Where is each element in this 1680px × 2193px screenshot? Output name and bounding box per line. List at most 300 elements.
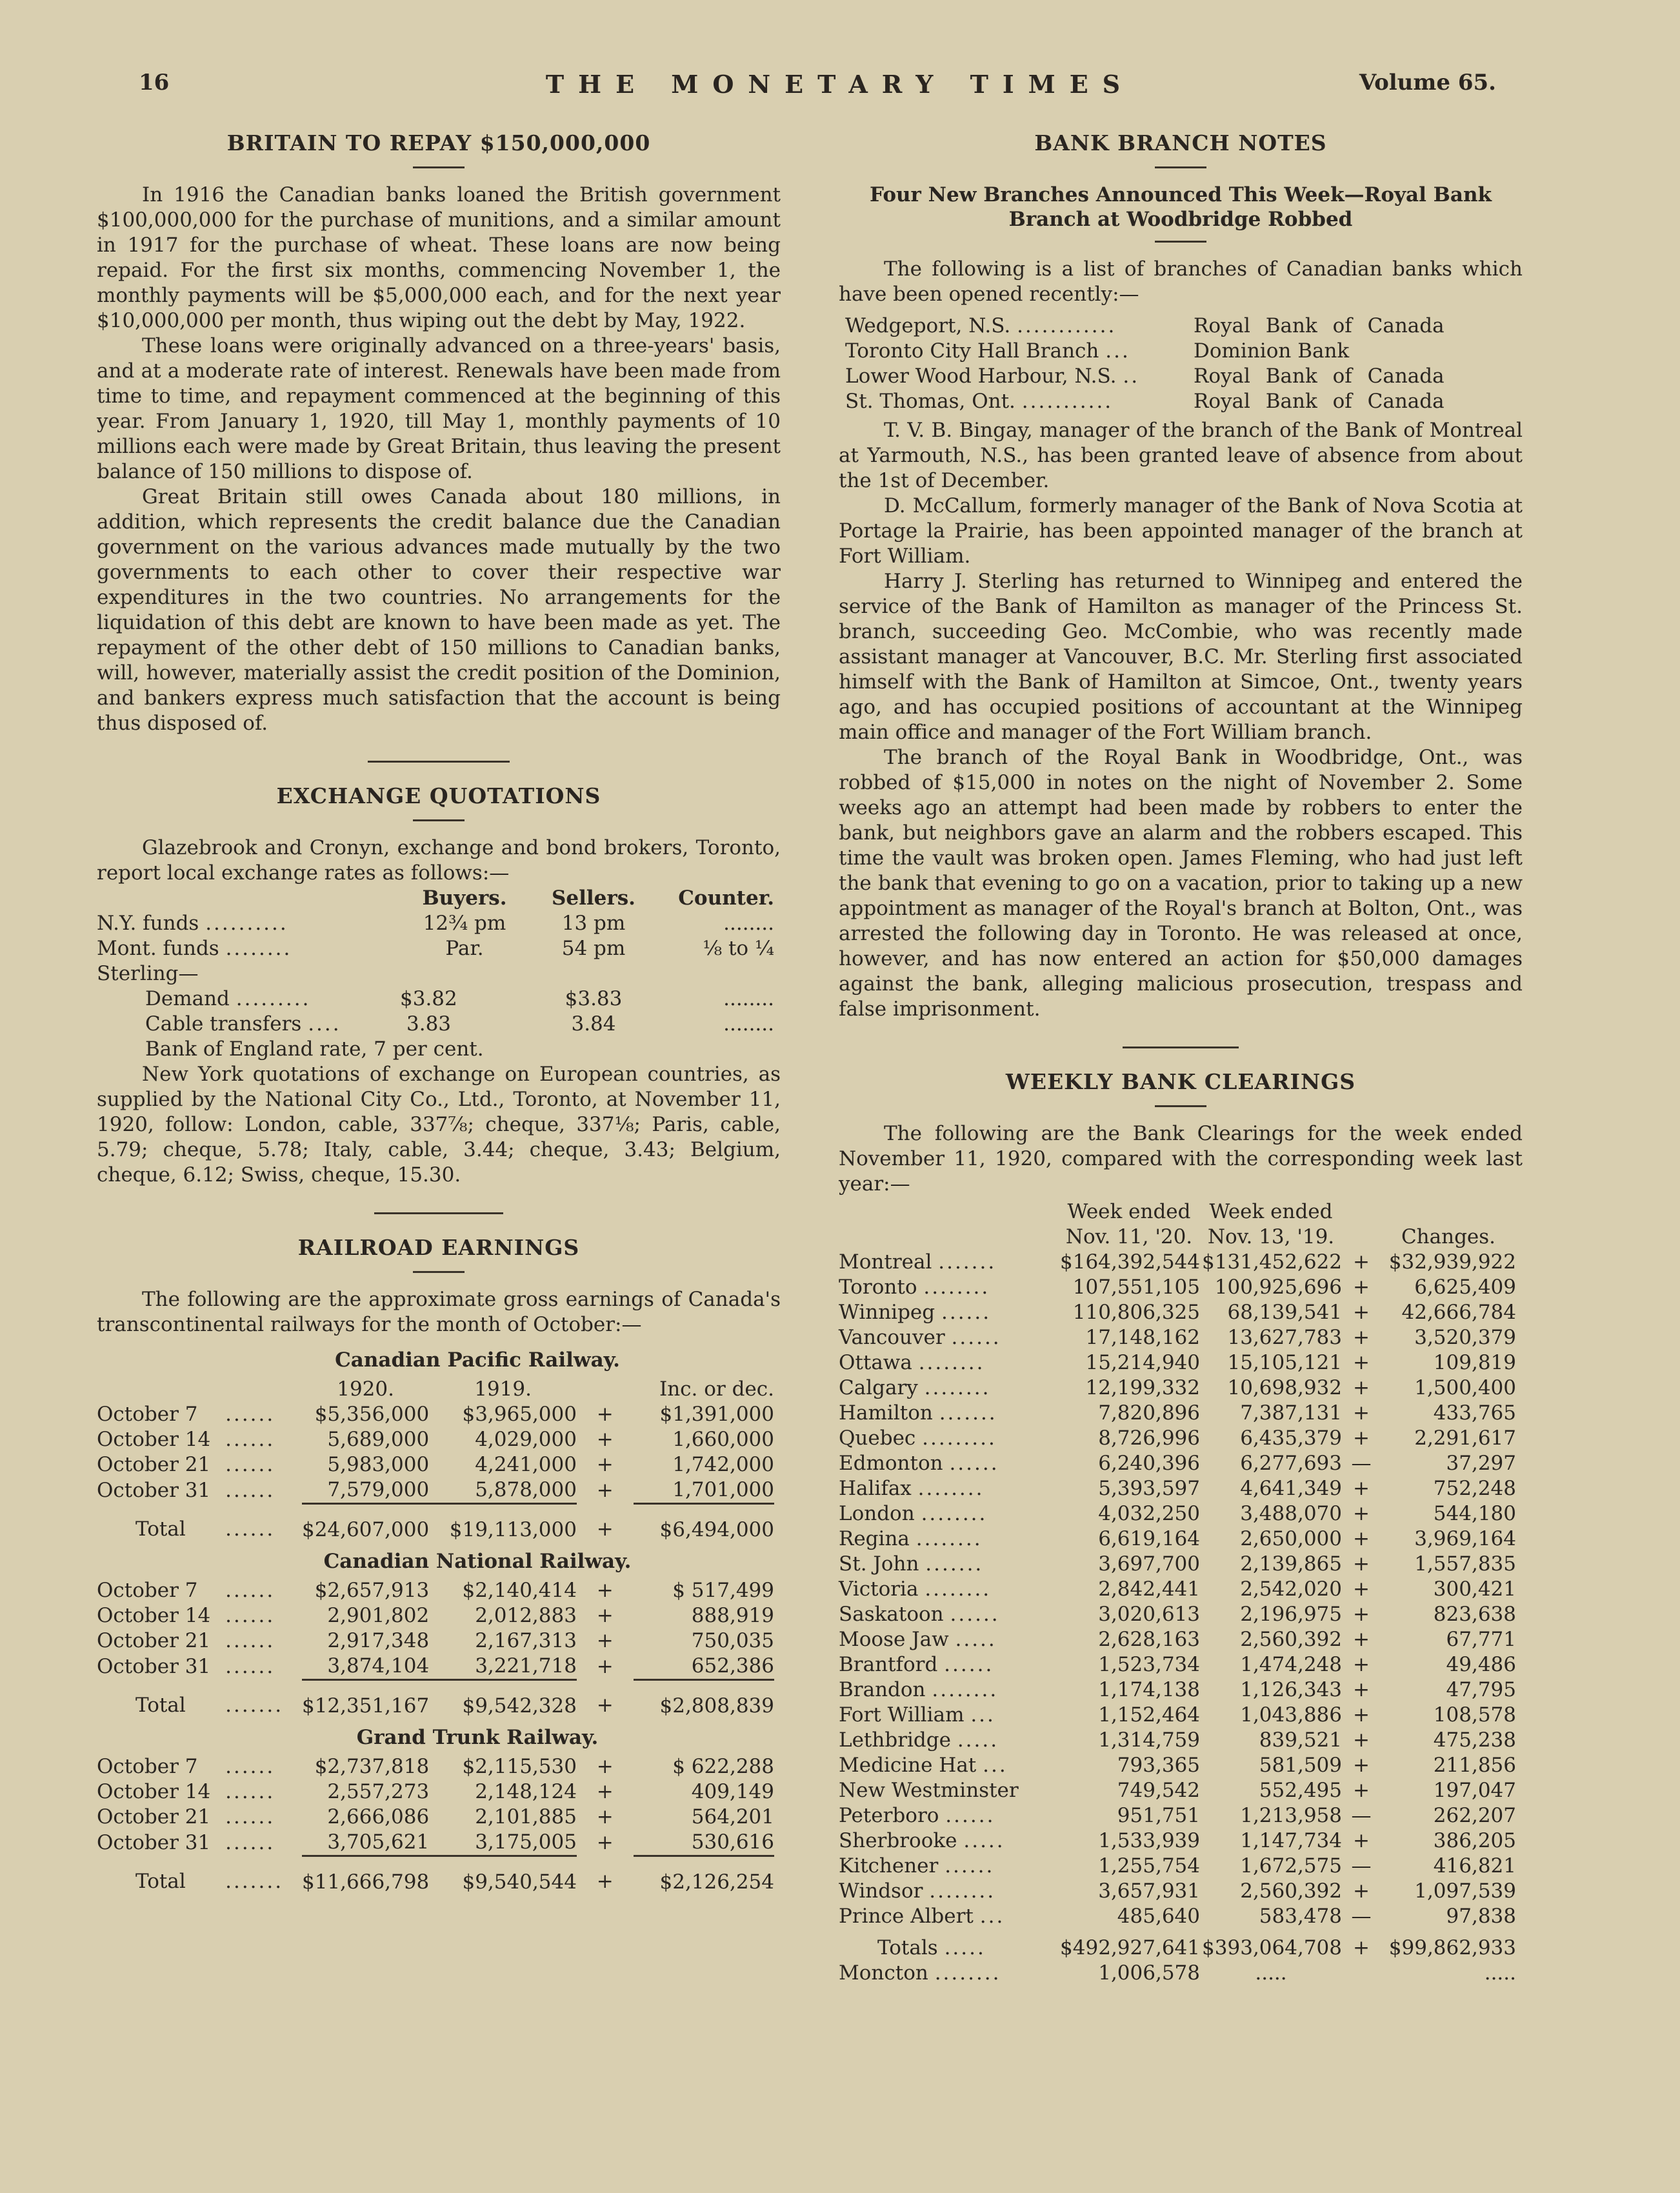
city-cell — [839, 1627, 1058, 1652]
row-label: October 7 — [97, 1755, 198, 1778]
divider — [413, 819, 465, 821]
row-label: October 21 — [97, 1805, 211, 1828]
col2-line1: Week ended — [1209, 1200, 1333, 1223]
city-name: Halifax — [839, 1477, 912, 1500]
value-1919: 2,560,392 — [1240, 1628, 1342, 1651]
value-1919: 68,139,541 — [1227, 1301, 1342, 1324]
clearing-row — [839, 1879, 1516, 1904]
britain-article — [97, 129, 781, 736]
earnings-row: October 7 ...... $2,737,818 $2,115,530 + $ 622,288 — [97, 1755, 774, 1778]
earnings-row: October 21 ...... 5,983,000 4,241,000 + 1,742,000 — [97, 1453, 774, 1476]
change-value: 386,205 — [1433, 1829, 1516, 1852]
value-1920: 6,619,164 — [1098, 1527, 1200, 1550]
change-value: 409,149 — [691, 1780, 774, 1803]
leader-dots: ....... — [925, 1552, 984, 1576]
city-name: Hamilton — [839, 1401, 933, 1425]
row-label: October 21 — [97, 1453, 211, 1476]
change-sign: + — [1353, 1376, 1370, 1399]
total-1920: $11,666,798 — [301, 1870, 430, 1894]
col3-header: Changes. — [1401, 1225, 1496, 1248]
value-1919: $2,140,414 — [462, 1579, 577, 1602]
change-sign: + — [596, 1780, 614, 1803]
value-1919: 3,175,005 — [429, 1830, 577, 1856]
change-sign: + — [1353, 1351, 1370, 1374]
change-value: 211,856 — [1433, 1754, 1516, 1777]
branch-row — [845, 389, 1490, 414]
divider — [1155, 1105, 1206, 1107]
railroad-table — [97, 1341, 774, 1895]
value-1919: 1,126,343 — [1240, 1678, 1342, 1701]
change-value: 1,742,000 — [672, 1453, 774, 1476]
volume-label: Volume 65. — [1359, 70, 1496, 95]
city-name: Calgary — [839, 1376, 918, 1399]
city-name: Vancouver — [839, 1326, 945, 1349]
change-sign: + — [596, 1805, 614, 1828]
leader-dots: ... — [979, 1905, 1005, 1928]
change-sign: + — [1353, 1477, 1370, 1500]
clearing-row — [839, 1401, 1516, 1426]
change-sign: + — [596, 1755, 614, 1778]
mont-sellers: 54 pm — [561, 937, 626, 960]
change-value: 109,819 — [1433, 1351, 1516, 1374]
clearing-row — [839, 1325, 1516, 1350]
value-1920: $2,737,818 — [314, 1755, 430, 1778]
city-name: Kitchener — [839, 1854, 939, 1878]
value-1919: 2,167,313 — [475, 1629, 577, 1652]
value-1920: 107,551,105 — [1072, 1276, 1200, 1299]
change-value: 823,638 — [1433, 1603, 1516, 1626]
totals-1920: $492,927,641 — [1060, 1936, 1200, 1959]
demand-sellers: $3.83 — [565, 987, 623, 1010]
leader-dots: ... — [970, 1703, 995, 1727]
change-sign: + — [596, 1604, 614, 1627]
change-sign: + — [1353, 1678, 1370, 1701]
sterling-label: Sterling— — [97, 962, 199, 985]
clearing-row — [839, 1552, 1516, 1577]
leader-dots: ........ — [921, 1502, 988, 1525]
branch-place: St. Thomas, Ont. — [845, 390, 1015, 413]
totals-row — [839, 1929, 1516, 1961]
city-cell — [839, 1350, 1058, 1376]
city-name: Regina — [839, 1527, 910, 1550]
value-1920: $164,392,544 — [1060, 1250, 1200, 1274]
change-sign: + — [1353, 1779, 1370, 1802]
leader-dots: ...... — [944, 1653, 994, 1676]
value-1920: 749,542 — [1117, 1779, 1200, 1802]
city-cell — [839, 1904, 1058, 1929]
change-sign: + — [1353, 1427, 1370, 1450]
change-sign: + — [596, 1428, 614, 1451]
value-1919: 13,627,783 — [1227, 1326, 1342, 1349]
moncton-label: Moncton — [839, 1961, 928, 1985]
city-cell — [839, 1275, 1058, 1300]
total-label: Total — [135, 1694, 186, 1717]
earnings-row: October 7 ...... $2,657,913 $2,140,414 + $ 517,499 — [97, 1579, 774, 1602]
change-value: 475,238 — [1433, 1728, 1516, 1752]
value-1920: 6,240,396 — [1098, 1452, 1200, 1475]
change-value: 652,386 — [634, 1654, 774, 1680]
branches-title: BANK BRANCH NOTES — [1034, 130, 1327, 155]
value-1920: 2,901,802 — [327, 1604, 430, 1627]
clearing-row — [839, 1426, 1516, 1451]
page-number: 16 — [139, 70, 170, 95]
city-name: Lethbridge — [839, 1728, 951, 1752]
change-value: 1,660,000 — [672, 1428, 774, 1451]
value-1920: 2,917,348 — [327, 1629, 430, 1652]
change-value: 750,035 — [691, 1629, 774, 1652]
change-sign: + — [1353, 1326, 1370, 1349]
value-1920: 12,199,332 — [1085, 1376, 1200, 1399]
leader-dots: ..... — [963, 1829, 1005, 1852]
ny-quotations: New York quotations of exchange on European countries, as supplied by the National City Co., Ltd., Toronto, at November 11, 1920, follow: London, cable, 337⅞; cheque, 337⅛; Paris, cable, 5.79; cheque, 5.78; Italy, cable, 3.44; cheque, 3.43; Belgium, cheque, 6.12; Swiss, cheque, 15.30. — [97, 1063, 781, 1187]
buyers-header: Buyers. — [422, 886, 507, 910]
ny-label: N.Y. funds — [97, 912, 199, 935]
clearing-row — [839, 1250, 1516, 1275]
right-column — [839, 129, 1523, 1986]
leader-dots: ....... — [939, 1401, 997, 1425]
clearing-row — [839, 1828, 1516, 1854]
demand-label: Demand — [145, 987, 230, 1010]
clearing-row — [839, 1854, 1516, 1879]
change-sign: + — [596, 1629, 614, 1652]
totals-label: Totals — [877, 1936, 938, 1959]
branch-place: Lower Wood Harbour, N.S. — [845, 365, 1117, 388]
total-row: Total ....... $12,351,167 $9,542,328 + $2,808,839 — [97, 1680, 774, 1719]
value-1920: 2,842,441 — [1098, 1577, 1200, 1601]
railroad-intro: The following are the approximate gross earnings of Canada's transcontinental railways for the month of October:— — [97, 1288, 781, 1336]
branch-bank: Royal Bank of Canada — [1194, 365, 1445, 388]
city-cell — [839, 1501, 1058, 1527]
value-1919: 3,488,070 — [1240, 1502, 1342, 1525]
row-label: October 21 — [97, 1629, 211, 1652]
value-1920: 110,806,325 — [1072, 1301, 1200, 1324]
clearing-row — [839, 1677, 1516, 1703]
change-value: 37,297 — [1446, 1452, 1516, 1475]
value-1919: 4,241,000 — [475, 1453, 577, 1476]
value-1920: 8,726,996 — [1098, 1427, 1200, 1450]
city-cell — [839, 1250, 1058, 1275]
total-row: Total ...... $24,607,000 $19,113,000 + $6,494,000 — [97, 1504, 774, 1543]
moncton-1920: 1,006,578 — [1098, 1961, 1200, 1985]
railroad-title: RAILROAD EARNINGS — [297, 1235, 580, 1260]
britain-title: BRITAIN TO REPAY $150,000,000 — [226, 130, 651, 155]
row-label: October 14 — [97, 1780, 211, 1803]
leader-dots: ... — [1105, 339, 1130, 363]
branch-place: Toronto City Hall Branch — [845, 339, 1099, 363]
col2-header — [1200, 1199, 1342, 1250]
change-sign: + — [1353, 1879, 1370, 1903]
value-1919: 1,147,734 — [1240, 1829, 1342, 1852]
leader-dots: ...... — [949, 1452, 999, 1475]
city-cell — [839, 1426, 1058, 1451]
value-1920: $2,657,913 — [314, 1579, 430, 1602]
value-1919: $131,452,622 — [1202, 1250, 1342, 1274]
change-sign: + — [1353, 1653, 1370, 1676]
section-divider — [374, 1212, 503, 1214]
leader-dots: ........... — [1021, 390, 1114, 413]
change-sign: + — [596, 1579, 614, 1602]
change-value: $32,939,922 — [1388, 1250, 1516, 1274]
clearings-intro: The following are the Bank Clearings for the week ended November 11, 1920, compared with the corresponding week last year:— — [839, 1122, 1523, 1196]
railroad-article — [97, 1234, 781, 1895]
total-1920: $24,607,000 — [301, 1518, 430, 1541]
earnings-row: October 14 ...... 5,689,000 4,029,000 + 1,660,000 — [97, 1428, 774, 1451]
city-cell — [839, 1552, 1058, 1577]
value-1920: 3,657,931 — [1098, 1879, 1200, 1903]
exchange-header-row — [97, 886, 774, 911]
col1-header — [1058, 1199, 1200, 1250]
mont-counter: ⅛ to ¼ — [703, 937, 774, 960]
city-cell — [839, 1577, 1058, 1602]
city-name: Peterboro — [839, 1804, 939, 1827]
demand-counter: ........ — [723, 987, 774, 1010]
change-value: $1,391,000 — [659, 1403, 774, 1426]
city-name: St. John — [839, 1552, 919, 1576]
change-sign: + — [1353, 1728, 1370, 1752]
exchange-intro: Glazebrook and Cronyn, exchange and bond brokers, Toronto, report local exchange rates as follows:— — [97, 836, 781, 885]
city-cell — [839, 1753, 1058, 1778]
mont-label: Mont. funds — [97, 937, 219, 960]
city-name: Quebec — [839, 1427, 916, 1450]
value-1920: 4,032,250 — [1098, 1502, 1200, 1525]
clearing-row — [839, 1703, 1516, 1728]
change-value: 1,557,835 — [1414, 1552, 1516, 1576]
city-cell — [839, 1854, 1058, 1879]
railway-heading-row — [97, 1719, 774, 1754]
change-sign: + — [1353, 1502, 1370, 1525]
value-1919: $2,115,530 — [462, 1755, 577, 1778]
city-cell — [839, 1602, 1058, 1627]
row-label: October 31 — [97, 1654, 211, 1678]
leader-dots: ... — [983, 1754, 1008, 1777]
change-sign: — — [1351, 1905, 1372, 1928]
leader-dots: ........ — [915, 1527, 983, 1550]
city-name: Prince Albert — [839, 1905, 974, 1928]
value-1920: 2,666,086 — [327, 1805, 430, 1828]
clearing-row — [839, 1577, 1516, 1602]
city-cell — [839, 1652, 1058, 1677]
clearing-row — [839, 1753, 1516, 1778]
value-1920: 15,214,940 — [1085, 1351, 1200, 1374]
value-1920: 793,365 — [1117, 1754, 1200, 1777]
clearings-table — [839, 1199, 1516, 1986]
exchange-row — [97, 961, 774, 986]
leader-dots: ........ — [929, 1879, 996, 1903]
branch-row — [845, 364, 1490, 389]
leader-dots: ........ — [923, 1276, 990, 1299]
city-name: London — [839, 1502, 915, 1525]
change-sign: + — [1353, 1628, 1370, 1651]
leader-dots: ...... — [950, 1603, 1000, 1626]
change-value: 1,500,400 — [1414, 1376, 1516, 1399]
leader-dots: ..... — [944, 1936, 986, 1959]
value-1920: 1,255,754 — [1098, 1854, 1200, 1878]
leader-dots: ........ — [924, 1376, 991, 1399]
railway-name: Canadian Pacific Railway. — [335, 1348, 620, 1372]
value-1920: 951,751 — [1117, 1804, 1200, 1827]
value-1919: 1,043,886 — [1240, 1703, 1342, 1727]
value-1920: 5,983,000 — [327, 1453, 430, 1476]
leader-dots: ............ — [1017, 314, 1117, 337]
leader-dots: ...... — [945, 1854, 995, 1878]
change-value: 888,919 — [691, 1604, 774, 1627]
cable-buyers: 3.83 — [406, 1012, 452, 1036]
leader-dots: ........ — [918, 1351, 985, 1374]
value-1920: 2,628,163 — [1098, 1628, 1200, 1651]
city-name: Victoria — [839, 1577, 919, 1601]
value-1920: 1,174,138 — [1098, 1678, 1200, 1701]
clearing-row — [839, 1627, 1516, 1652]
change-sign: + — [1353, 1250, 1370, 1274]
change-value: 3,520,379 — [1414, 1326, 1516, 1349]
boe-rate: Bank of England rate, 7 per cent. — [145, 1037, 484, 1061]
branch-bank: Dominion Bank — [1194, 339, 1350, 363]
change-sign: + — [1353, 1829, 1370, 1852]
masthead: THE MONETARY TIMES — [545, 70, 1135, 99]
city-cell — [839, 1300, 1058, 1325]
city-cell — [839, 1677, 1058, 1703]
col2-line2: Nov. 13, '19. — [1207, 1225, 1335, 1248]
branches-paragraph-3: Harry J. Sterling has returned to Winnipeg and entered the service of the Bank of Hamilton as manager of the Princess St. branch, succeeding Geo. McCombie, who was recently made assistant manager at Vancouver, B.C. Mr. Sterling first associated himself with the Bank of Hamilton at Simcoe, Ont., twenty years ago, and has occupied positions of accountant at the Winnipeg main office and manager of the Fort William branch. — [839, 570, 1523, 744]
city-cell — [839, 1451, 1058, 1476]
clearing-row — [839, 1451, 1516, 1476]
row-label: October 14 — [97, 1428, 211, 1451]
earnings-row: October 7 ...... $5,356,000 $3,965,000 + $1,391,000 — [97, 1403, 774, 1426]
divider — [1155, 166, 1206, 168]
value-1920: 1,152,464 — [1098, 1703, 1200, 1727]
city-name: Saskatoon — [839, 1603, 944, 1626]
divider — [413, 1271, 465, 1273]
city-cell — [839, 1401, 1058, 1426]
change-sign: + — [1353, 1301, 1370, 1324]
value-1920: 1,533,939 — [1098, 1829, 1200, 1852]
change-value: 564,201 — [691, 1805, 774, 1828]
row-label: October 14 — [97, 1604, 211, 1627]
change-sign: + — [1353, 1276, 1370, 1299]
cable-counter: ........ — [723, 1012, 774, 1036]
leader-dots: ........ — [934, 1961, 1001, 1985]
city-name: Brantford — [839, 1653, 938, 1676]
section-divider — [368, 761, 510, 763]
row-label: October 7 — [97, 1403, 198, 1426]
section-divider — [1123, 1046, 1239, 1048]
value-1919: 7,387,131 — [1240, 1401, 1342, 1425]
col-1919-header: 1919. — [474, 1377, 532, 1401]
clearing-row — [839, 1652, 1516, 1677]
row-label: October 31 — [97, 1478, 211, 1502]
value-1920: 2,557,273 — [327, 1780, 430, 1803]
value-1920: 7,820,896 — [1098, 1401, 1200, 1425]
clearings-header-row — [839, 1199, 1516, 1250]
value-1920: 485,640 — [1117, 1905, 1200, 1928]
change-value: 1,097,539 — [1414, 1879, 1516, 1903]
leader-dots: ........ — [917, 1477, 985, 1500]
city-name: Toronto — [839, 1276, 917, 1299]
value-1920: 5,689,000 — [327, 1428, 430, 1451]
value-1919: 2,196,975 — [1240, 1603, 1342, 1626]
earnings-row: October 14 ...... 2,557,273 2,148,124 + 409,149 — [97, 1780, 774, 1803]
value-1919: 839,521 — [1259, 1728, 1342, 1752]
ny-sellers: 13 pm — [561, 912, 626, 935]
railroad-header-row — [97, 1377, 774, 1402]
change-sign: + — [1353, 1754, 1370, 1777]
change-sign: + — [596, 1870, 614, 1894]
change-sign: + — [1353, 1552, 1370, 1576]
divider — [413, 166, 465, 168]
leader-dots: ........ — [932, 1678, 999, 1701]
clearings-title: WEEKLY BANK CLEARINGS — [1005, 1069, 1356, 1094]
change-sign: + — [1353, 1936, 1370, 1959]
cable-label: Cable transfers — [145, 1012, 302, 1036]
change-sign: + — [1353, 1603, 1370, 1626]
change-sign: — — [1351, 1854, 1372, 1878]
branch-row — [845, 314, 1490, 339]
total-1919: $19,113,000 — [449, 1518, 577, 1541]
total-1919: $9,540,544 — [462, 1870, 577, 1894]
value-1919: 4,029,000 — [475, 1428, 577, 1451]
city-cell — [839, 1803, 1058, 1828]
change-sign: + — [596, 1517, 614, 1541]
change-sign: + — [596, 1453, 614, 1476]
britain-paragraph-3: Great Britain still owes Canada about 180 millions, in addition, which represents the credit balance due the Canadian government on the various advances made mutually by the two governments to each other to cover their respective war expenditures in the two countries. No arrangements for the liquidation of this debt are known to have been made as yet. The repayment of the other debt of 150 millions to Canadian banks, will, however, materially assist the credit position of the Dominion, and bankers express much satisfaction that the account is being thus disposed of. — [97, 485, 781, 735]
leader-dots: ........ — [925, 1577, 992, 1601]
change-value: 262,207 — [1433, 1804, 1516, 1827]
exchange-row: Mont. funds ........ Par. 54 pm ⅛ to ¼ — [97, 937, 774, 960]
change-sign: + — [596, 1654, 614, 1678]
value-1920: $5,356,000 — [314, 1403, 430, 1426]
clearing-row — [839, 1275, 1516, 1300]
railway-heading-row — [97, 1543, 774, 1578]
change-value: 300,421 — [1433, 1577, 1516, 1601]
value-1919: 4,641,349 — [1240, 1477, 1342, 1500]
value-1919: 15,105,121 — [1227, 1351, 1342, 1374]
clearing-row — [839, 1476, 1516, 1501]
mont-buyers: Par. — [445, 937, 484, 960]
ny-counter: ........ — [723, 912, 774, 935]
clearings-rows — [839, 1250, 1516, 1929]
divider — [1155, 241, 1206, 243]
branches-subtitle: Four New Branches Announced This Week—Royal Bank Branch at Woodbridge Robbed — [870, 183, 1492, 231]
change-value: 42,666,784 — [1401, 1301, 1516, 1324]
total-1920: $12,351,167 — [301, 1694, 430, 1717]
change-sign: — — [1351, 1804, 1372, 1827]
city-name: Moose Jaw — [839, 1628, 949, 1651]
value-1920: 7,579,000 — [302, 1477, 429, 1504]
clearing-row — [839, 1602, 1516, 1627]
change-sign: + — [1353, 1401, 1370, 1425]
change-sign: — — [1351, 1452, 1372, 1475]
change-value: 49,486 — [1446, 1653, 1516, 1676]
counter-header: Counter. — [678, 886, 774, 910]
value-1919: 1,672,575 — [1240, 1854, 1342, 1878]
branch-row — [845, 339, 1490, 364]
total-change: $6,494,000 — [659, 1518, 774, 1541]
total-change: $2,126,254 — [659, 1870, 774, 1894]
exchange-article — [97, 782, 781, 1188]
britain-paragraph-2: These loans were originally advanced on a three-years' basis, and at a moderate rate of interest. Renewals have been made from time to time, and repayment commenced at the beginning of this year. From January 1, 1920, till May 1, monthly payments of 10 millions each were made by Great Britain, thus leaving the present balance of 150 millions to dispose of. — [97, 334, 781, 483]
earnings-row: October 14 ...... 2,901,802 2,012,883 + 888,919 — [97, 1604, 774, 1627]
leader-dots: ...... — [945, 1804, 995, 1827]
clearing-row — [839, 1803, 1516, 1828]
change-value: 752,248 — [1433, 1477, 1516, 1500]
clearing-row — [839, 1728, 1516, 1753]
clearing-row — [839, 1778, 1516, 1803]
change-value: $ 622,288 — [672, 1755, 774, 1778]
totals-1919: $393,064,708 — [1202, 1936, 1342, 1959]
value-1919: 552,495 — [1259, 1779, 1342, 1802]
branch-place: Wedgeport, N.S. — [845, 314, 1011, 337]
moncton-change: ..... — [1484, 1961, 1516, 1985]
